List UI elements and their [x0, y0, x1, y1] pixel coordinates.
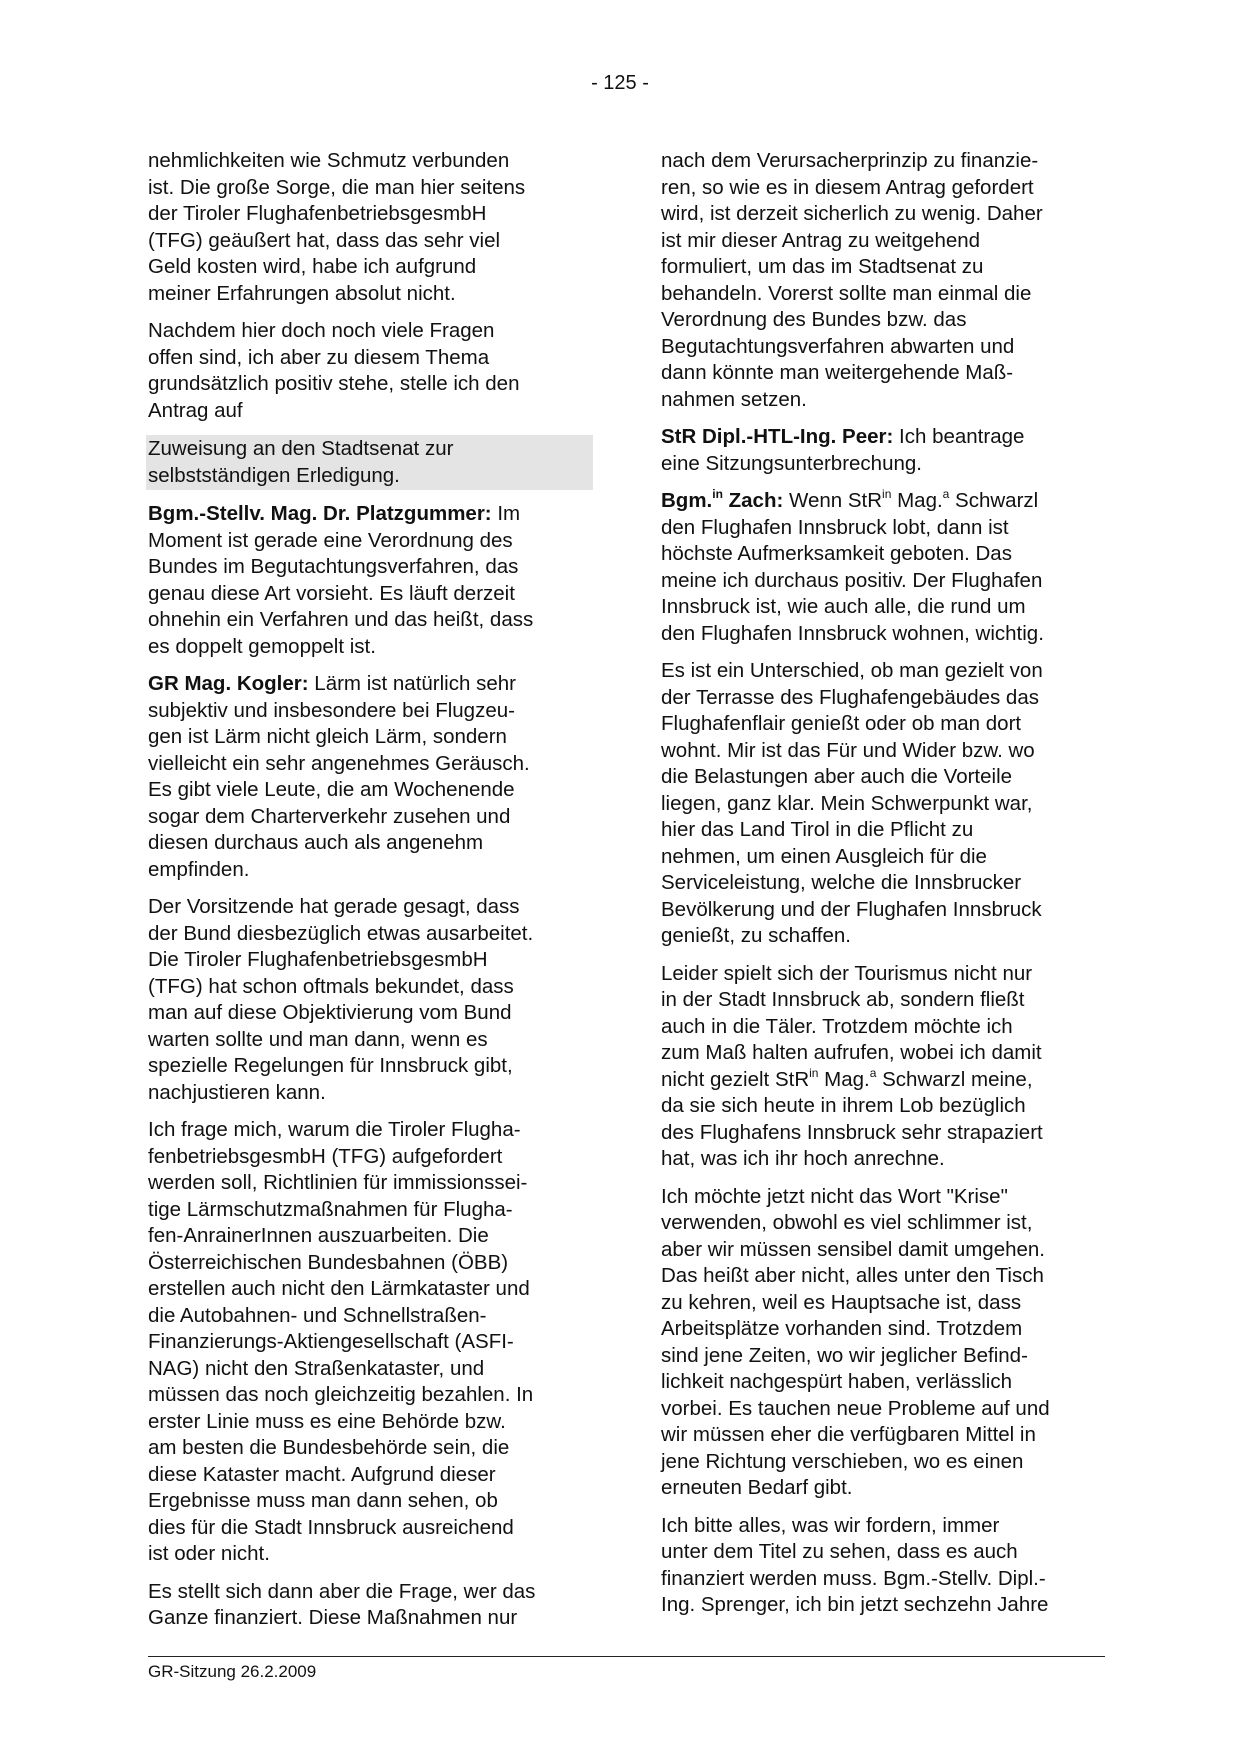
paragraph: Nachdem hier doch noch viele Fragen offen sind, ich aber zu diesem Thema grundsätzlich positiv stehe, stelle ich den Antrag auf	[148, 319, 520, 422]
speaker-name: StR Dipl.-HTL-Ing. Peer:	[661, 425, 894, 448]
speech-text: Wenn StR	[783, 489, 883, 512]
paragraph: nehmlichkeiten wie Schmutz verbunden ist. Die große Sorge, die man hier seitens der Tiroler FlughafenbetriebsgesmbH (TFG) geäußert hat, dass das sehr viel Geld kosten wird, habe ich aufgrund meiner Erfahrungen absolut nicht.	[148, 149, 526, 305]
paragraph: nach dem Verursacherprinzip zu finanzie- ren, so wie es in diesem Antrag gefordert wird, ist derzeit sicherlich zu wenig. Daher ist mir dieser Antrag zu weitgehend formuliert, um das im Stadtsenat zu behandeln. Vorerst sollte man einmal die Verordnung des Bundes bzw. das Begutachtungsverfahren abwarten und dann könnte man weitergehende Maß- nahmen setzen.	[661, 149, 1043, 411]
superscript: a	[942, 487, 950, 502]
right-column	[661, 148, 1106, 1630]
speech-text: Lärm ist natürlich sehr subjektiv und insbesondere bei Flugzeu- gen ist Lärm nicht gleich Lärm, sondern vielleicht ein sehr angenehmes Geräusch. Es gibt viele Leute, die am Wochenende sogar dem Charterverkehr zusehen und diesen durchaus auch als angenehm empfinden.	[148, 672, 530, 881]
left-column	[148, 148, 593, 1643]
paragraph: Es ist ein Unterschied, ob man gezielt von der Terrasse des Flughafengebäudes das Flughafenflair genießt oder ob man dort wohnt. Mir ist das Für und Wider bzw. wo die Belastungen aber auch die Vorteile liegen, ganz klar. Mein Schwerpunkt war, hier das Land Tirol in die Pflicht zu nehmen, um einen Ausgleich für die Serviceleistung, welche die Innsbrucker Bevölkerung und der Flughafen Innsbruck genießt, zu schaffen.	[661, 659, 1043, 947]
paragraph	[148, 671, 593, 883]
superscript: in	[712, 487, 723, 502]
superscript: in	[882, 487, 892, 502]
paragraph	[661, 961, 1106, 1173]
speech-text: Im Moment ist gerade eine Verordnung des Bundes im Begutachtungsverfahren, das genau diese Art vorsieht. Es läuft derzeit ohnehin ein Verfahren und das heißt, dass es doppelt gemoppelt ist.	[148, 502, 534, 658]
speech-text: Schwarzl den Flughafen Innsbruck lobt, dann ist höchste Aufmerksamkeit geboten. Das meine ich durchaus positiv. Der Flughafen Innsbruck ist, wie auch alle, die rund um den Flughafen Innsbruck wohnen, wichtig.	[661, 489, 1044, 645]
speech-text: Mag.	[818, 1067, 870, 1091]
paragraph	[661, 424, 1106, 477]
paragraph: Ich möchte jetzt nicht das Wort "Krise" verwenden, obwohl es viel schlimmer ist, aber wir müssen sensibel damit umgehen. Das heißt aber nicht, alles unter den Tisch zu kehren, weil es Hauptsache ist, dass Arbeitsplätze vorhanden sind. Trotzdem sind jene Zeiten, wo wir jeglicher Befind- lichkeit nachgespürt haben, verlässlich vorbei. Es tauchen neue Probleme auf und wir müssen eher die verfügbaren Mittel in jene Richtung verschieben, wo es einen erneuten Bedarf gibt.	[661, 1184, 1050, 1499]
paragraph: Ich frage mich, warum die Tiroler Flugha- fenbetriebsgesmbH (TFG) aufgefordert werden soll, Richtlinien für immissionssei- tige Lärmschutzmaßnahmen für Flugha- fen-AnrainerInnen auszuarbeiten. Die Österreichischen Bundesbahnen (ÖBB) erstellen auch nicht den Lärmkataster und die Autobahnen- und Schnellstraßen- Finanzierungs-Aktiengesellschaft (ASFI- NAG) nicht den Straßenkataster, und müssen das noch gleichzeitig bezahlen. In erster Linie muss es eine Behörde bzw. am besten die Bundesbehörde sein, die diese Kataster macht. Aufgrund dieser Ergebnisse muss man dann sehen, ob dies für die Stadt Innsbruck ausreichend ist oder nicht.	[148, 1118, 534, 1565]
page-number: - 125 -	[591, 72, 649, 94]
speech-text: Mag.	[891, 489, 943, 512]
footer-divider	[148, 1656, 1105, 1657]
paragraph: Der Vorsitzende hat gerade gesagt, dass der Bund diesbezüglich etwas ausarbeitet. Die Tiroler FlughafenbetriebsgesmbH (TFG) hat schon oftmals bekundet, dass man auf diese Objektivierung vom Bund warten sollte und man dann, wenn es spezielle Regelungen für Innsbruck gibt, nachjustieren kann.	[148, 895, 534, 1104]
speaker-name: GR Mag. Kogler:	[148, 672, 309, 695]
speech-text: Ich beantrage eine Sitzungsunterbrechung.	[661, 425, 1025, 475]
paragraph	[661, 488, 1106, 647]
paragraph	[148, 501, 593, 660]
superscript: in	[809, 1065, 819, 1080]
speaker-title: Bgm.	[661, 489, 713, 512]
speaker-name: Bgm.-Stellv. Mag. Dr. Platzgummer:	[148, 502, 492, 525]
speech-text: Leider spielt sich der Tourismus nicht nur in der Stadt Innsbruck ab, sondern fließt auch in die Täler. Trotzdem möchte ich zum Maß halten aufrufen, wobei ich damit nicht gezielt StR	[661, 961, 1042, 1091]
speech-text: Schwarzl meine, da sie sich heute in ihrem Lob bezüglich des Flughafens Innsbruck sehr strapaziert hat, was ich ihr hoch anrechne.	[661, 1067, 1043, 1170]
motion-highlight: Zuweisung an den Stadtsenat zur selbstständigen Erledigung.	[146, 435, 593, 490]
speaker-name	[661, 489, 783, 512]
paragraph: Ich bitte alles, was wir fordern, immer unter dem Titel zu sehen, dass es auch finanziert werden muss. Bgm.-Stellv. Dipl.- Ing. Sprenger, ich bin jetzt sechzehn Jahre	[661, 1513, 1049, 1616]
paragraph: Es stellt sich dann aber die Frage, wer das Ganze finanziert. Diese Maßnahmen nur	[148, 1579, 536, 1629]
footer-text: GR-Sitzung 26.2.2009	[148, 1662, 317, 1681]
speaker-surname: Zach:	[722, 489, 784, 512]
superscript: a	[869, 1065, 877, 1080]
